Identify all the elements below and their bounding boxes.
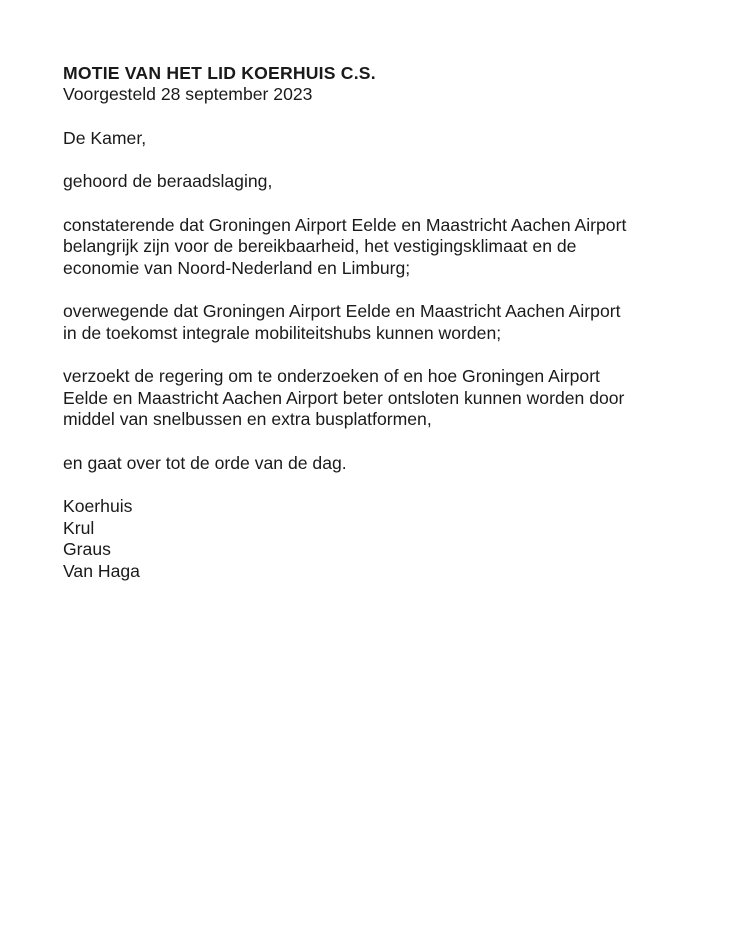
- signers-list: [63, 496, 703, 582]
- overwegende-clause: [63, 301, 703, 344]
- text-line: constaterende dat Groningen Airport Eelde en Maastricht Aachen Airport: [63, 214, 627, 235]
- signer-name: Koerhuis: [63, 496, 133, 516]
- document-title: MOTIE VAN HET LID KOERHUIS C.S.: [63, 63, 376, 83]
- closing-clause: en gaat over tot de orde van de dag.: [63, 452, 347, 473]
- motion-text: [63, 62, 703, 582]
- text-line: middel van snelbussen en extra busplatformen,: [63, 409, 432, 429]
- signer-name: Graus: [63, 539, 111, 559]
- text-line: economie van Noord-Nederland en Limburg;: [63, 257, 411, 278]
- salutation: De Kamer,: [63, 127, 147, 148]
- signer-name: Krul: [63, 517, 95, 538]
- text-line: overwegende dat Groningen Airport Eelde en Maastricht Aachen Airport: [63, 301, 621, 321]
- constaterende-clause: [63, 215, 703, 280]
- heard-clause: gehoord de beraadslaging,: [63, 171, 273, 191]
- verzoekt-clause: [63, 366, 703, 431]
- text-line: in de toekomst integrale mobiliteitshubs kunnen worden;: [63, 322, 502, 343]
- text-line: belangrijk zijn voor de bereikbaarheid, het vestigingsklimaat en de: [63, 236, 577, 256]
- text-line: Eelde en Maastricht Aachen Airport beter ontsloten kunnen worden door: [63, 387, 625, 408]
- signer-name: Van Haga: [63, 560, 140, 581]
- text-line: verzoekt de regering om te onderzoeken of en hoe Groningen Airport: [63, 366, 600, 386]
- proposal-date: Voorgesteld 28 september 2023: [63, 84, 313, 104]
